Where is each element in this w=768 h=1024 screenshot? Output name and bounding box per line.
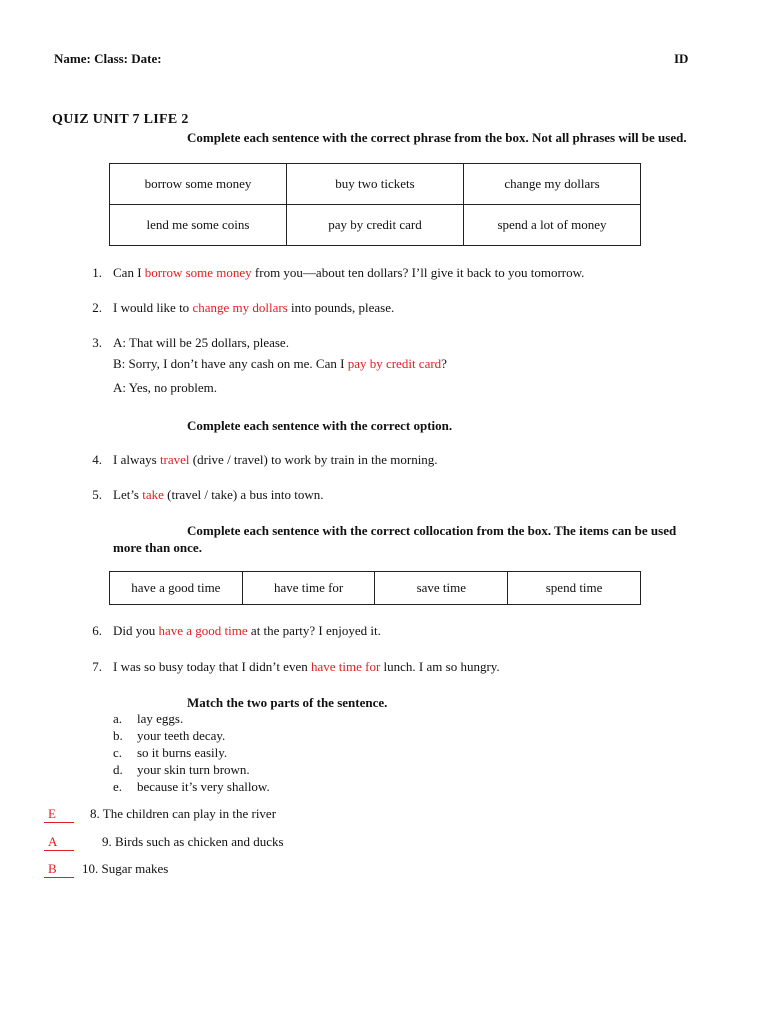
question-number: 2. <box>92 300 102 315</box>
phrase-cell: spend a lot of money <box>464 205 641 246</box>
match-option: b. your teeth decay. <box>113 728 226 743</box>
match-answer: A <box>44 834 74 851</box>
question-1: Can I borrow some money from you—about ten dollars? I’ll give it back to you tomorrow. <box>113 265 585 280</box>
question-3-line-2: B: Sorry, I don’t have any cash on me. Can I pay by credit card? <box>113 356 447 371</box>
question-3-line-3: A: Yes, no problem. <box>113 380 218 395</box>
match-row: B 10. Sugar makes <box>44 861 168 878</box>
question-number: 5. <box>92 487 102 502</box>
collocation-cell: save time <box>375 572 508 605</box>
match-row: E 8. The children can play in the river <box>44 806 276 823</box>
phrase-cell: borrow some money <box>110 164 287 205</box>
question-number: 7. <box>92 659 102 674</box>
answer: borrow some money <box>144 265 252 280</box>
answer: pay by credit card <box>347 356 442 371</box>
phrase-cell: change my dollars <box>464 164 641 205</box>
question-2: I would like to change my dollars into pounds, please. <box>113 300 395 315</box>
match-option: e. because it’s very shallow. <box>113 779 270 794</box>
id-label: ID <box>674 51 689 66</box>
match-option: a. lay eggs. <box>113 711 184 726</box>
answer: have a good time <box>158 623 248 638</box>
phrase-cell: lend me some coins <box>110 205 287 246</box>
question-7: I was so busy today that I didn’t even have time for lunch. I am so hungry. <box>113 659 500 674</box>
section3-instruction-cont: more than once. <box>113 540 202 555</box>
section2-instruction: Complete each sentence with the correct option. <box>187 418 453 433</box>
match-answer: E <box>44 806 74 823</box>
answer: have time for <box>310 659 381 674</box>
name-class-date-label: Name: Class: Date: <box>54 51 162 66</box>
phrase-box <box>109 163 641 246</box>
section3-instruction: Complete each sentence with the correct collocation from the box. The items can be used <box>187 523 677 538</box>
question-number: 3. <box>92 335 102 350</box>
question-number: 6. <box>92 623 102 638</box>
question-5: Let’s take (travel / take) a bus into town. <box>113 487 324 502</box>
section4-instruction: Match the two parts of the sentence. <box>187 695 388 710</box>
answer: travel <box>159 452 190 467</box>
match-option: c. so it burns easily. <box>113 745 228 760</box>
page-title: QUIZ UNIT 7 LIFE 2 <box>52 112 189 127</box>
phrase-cell: pay by credit card <box>287 205 464 246</box>
question-number: 1. <box>92 265 102 280</box>
question-6: Did you have a good time at the party? I enjoyed it. <box>113 623 381 638</box>
collocation-cell: spend time <box>508 572 641 605</box>
collocation-cell: have time for <box>242 572 375 605</box>
collocation-cell: have a good time <box>110 572 243 605</box>
question-number: 4. <box>92 452 102 467</box>
match-option: d. your skin turn brown. <box>113 762 250 777</box>
phrase-cell: buy two tickets <box>287 164 464 205</box>
match-row: A 9. Birds such as chicken and ducks <box>44 834 284 851</box>
question-3-line-1: A: That will be 25 dollars, please. <box>113 335 289 350</box>
answer: take <box>142 487 164 502</box>
section1-instruction: Complete each sentence with the correct phrase from the box. Not all phrases will be used. <box>187 130 687 145</box>
question-4: I always travel (drive / travel) to work by train in the morning. <box>113 452 438 467</box>
answer: change my dollars <box>192 300 288 315</box>
collocation-box <box>109 571 641 605</box>
match-answer: B <box>44 861 74 878</box>
